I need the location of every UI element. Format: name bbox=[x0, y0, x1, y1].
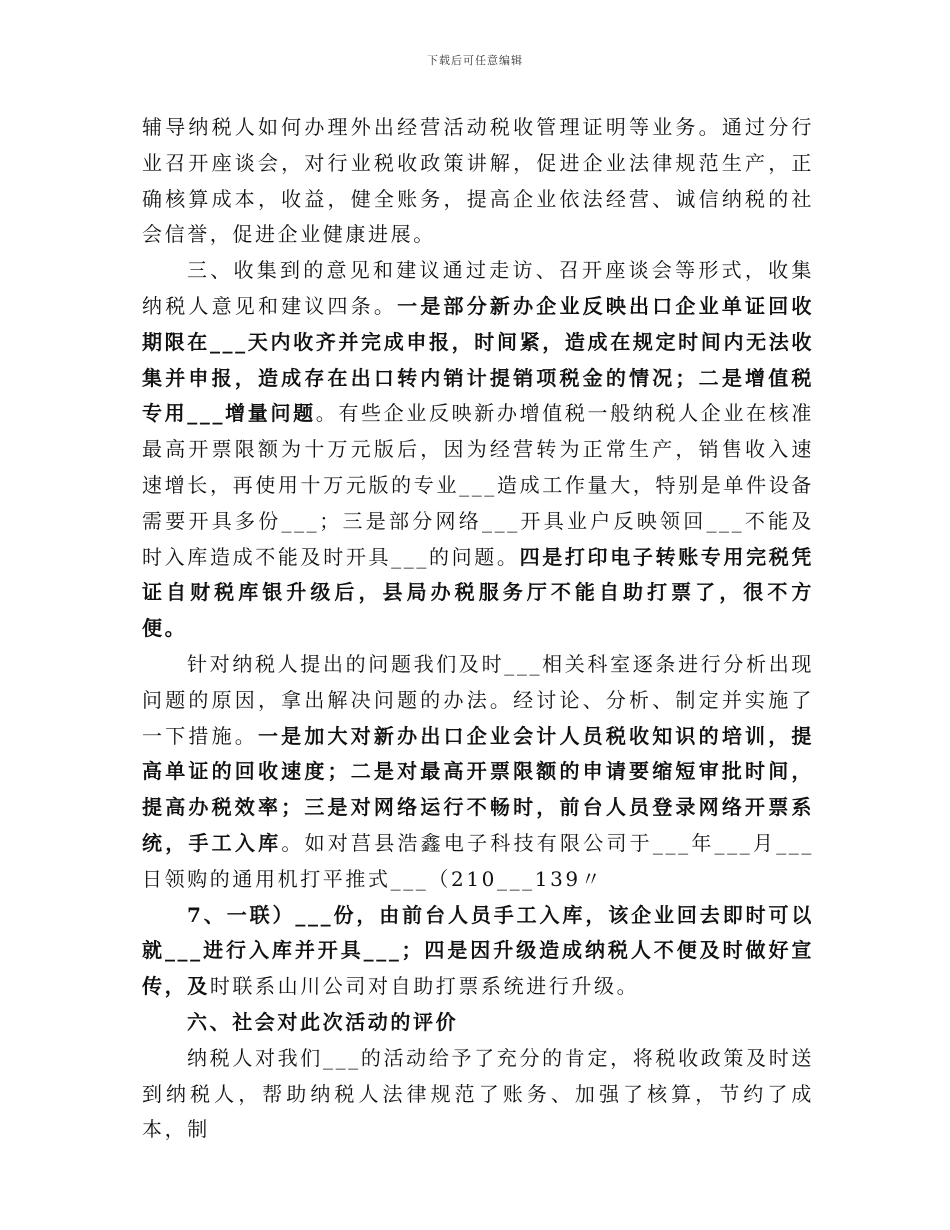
opinions-intro: 三、收集到的意见和建议通过走访、召开座谈会等形式，收集纳税人意见和建议四条。 bbox=[142, 258, 814, 318]
paragraph-continuation-bold bbox=[142, 898, 814, 1005]
document-body bbox=[142, 110, 814, 1148]
continuation-normal: 时联系山川公司对自助打票系统进行升级。 bbox=[209, 974, 640, 999]
paragraph-measures bbox=[142, 647, 814, 898]
opinions-detail: 。有些企业反映新办增值税一般纳税人企业在核准最高开票限额为十万元版后，因为经营转为正常生产，销售收入速速增长，再使用十万元版的专业___造成工作量大，特别是单件设备需要开具多份___；三是部分网络___开具业户反映领回___不能及时入库造成不能及时开具___的问题。 bbox=[142, 401, 814, 569]
opinions-bold-2: 四是打印电子转账专用完税凭证自财税库银升级后，县局办税服务厅不能自助打票了，很不方便。 bbox=[142, 544, 814, 641]
paragraph-evaluation: 纳税人对我们___的活动给予了充分的肯定，将税收政策及时送到纳税人，帮助纳税人法律规范了账务、加强了核算，节约了成本，制 bbox=[142, 1045, 814, 1142]
measures-bold: 一是加大对新办出口企业会计人员税收知识的培训，提高单证的回收速度；二是对最高开票限额的申请要缩短审批时间，提高办税效率；三是对网络运行不畅时，前台人员登录网络开票系统，手工入库 bbox=[142, 723, 814, 855]
measures-intro: 针对纳税人提出的问题我们及时___相关科室逐条进行分析出现问题的原因，拿出解决问题的办法。经讨论、分析、制定并实施了一下措施。 bbox=[142, 651, 814, 748]
measures-example: 。如对莒县浩鑫电子科技有限公司于___年___月___日领购的通用机打平推式___（210___139〃 bbox=[142, 830, 814, 891]
paragraph-continuation: 辅导纳税人如何办理外出经营活动税收管理证明等业务。通过分行业召开座谈会，对行业税收政策讲解，促进企业法律规范生产，正确核算成本，收益，健全账务，提高企业依法经营、诚信纳税的社会信誉，促进企业健康进展。 bbox=[142, 115, 814, 247]
continuation-bold: 7、一联）___份，由前台人员手工入库，该企业回去即时可以就___进行入库并开具___；四是因升级造成纳税人不便及时做好宣传，及 bbox=[142, 902, 814, 999]
opinions-bold-1: 一是部分新办企业反映出口企业单证回收期限在___天内收齐并完成申报，时间紧，造成在规定时间内无法收集并申报，造成存在出口转内销计提销项税金的情况；二是增值税专用___增量问题 bbox=[142, 293, 814, 426]
paragraph-opinions bbox=[142, 253, 814, 647]
section-heading-evaluation: 六、社会对此次活动的评价 bbox=[187, 1009, 459, 1034]
page-header: 下载后可任意编辑 bbox=[427, 54, 523, 67]
